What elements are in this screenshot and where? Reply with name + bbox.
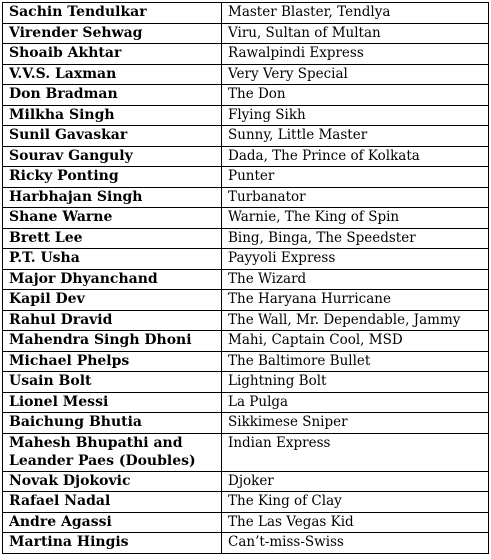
athlete-nickname: Indian Express [222, 433, 489, 471]
athlete-name: Brett Lee [3, 228, 222, 249]
athlete-name: Don Bradman [3, 85, 222, 106]
table-row [3, 105, 489, 126]
athlete-nickname: Djoker [222, 471, 489, 492]
table-row [3, 471, 489, 492]
athlete-name: Andre Agassi [3, 512, 222, 533]
athlete-nickname: Warnie, The King of Spin [222, 208, 489, 229]
table-row [3, 64, 489, 85]
table-row [3, 331, 489, 352]
athlete-nickname: Mahi, Captain Cool, MSD [222, 331, 489, 352]
athlete-nickname: The Haryana Hurricane [222, 290, 489, 311]
athlete-nickname: Can’t-miss-Swiss [222, 533, 489, 554]
athlete-nickname: Sunny, Little Master [222, 126, 489, 147]
athlete-name: Rafael Nadal [3, 492, 222, 513]
table-row [3, 351, 489, 372]
athlete-nickname: Very Very Special [222, 64, 489, 85]
athlete-nickname: La Pulga [222, 392, 489, 413]
table-body [3, 3, 489, 554]
athlete-name: Sourav Ganguly [3, 146, 222, 167]
table-row [3, 146, 489, 167]
athlete-name: V.V.S. Laxman [3, 64, 222, 85]
athlete-nickname: Bing, Binga, The Speedster [222, 228, 489, 249]
athlete-name: Ricky Ponting [3, 167, 222, 188]
athlete-nickname: Punter [222, 167, 489, 188]
athlete-nickname: Viru, Sultan of Multan [222, 23, 489, 44]
athlete-nickname: Sikkimese Sniper [222, 413, 489, 434]
table-row [3, 44, 489, 65]
athlete-name: Major Dhyanchand [3, 269, 222, 290]
table-row [3, 85, 489, 106]
athlete-nickname: The Baltimore Bullet [222, 351, 489, 372]
athlete-nickname: Rawalpindi Express [222, 44, 489, 65]
table-row [3, 269, 489, 290]
athlete-name: Lionel Messi [3, 392, 222, 413]
table-row [3, 228, 489, 249]
athlete-nickname: Lightning Bolt [222, 372, 489, 393]
athlete-nickname: Master Blaster, Tendlya [222, 3, 489, 24]
athlete-name: Sachin Tendulkar [3, 3, 222, 24]
table-row [3, 413, 489, 434]
table-row [3, 249, 489, 270]
athlete-name: Usain Bolt [3, 372, 222, 393]
athlete-name: P.T. Usha [3, 249, 222, 270]
athlete-name: Rahul Dravid [3, 310, 222, 331]
table-row [3, 433, 489, 471]
table-row [3, 3, 489, 24]
table-row [3, 533, 489, 554]
table-row [3, 310, 489, 331]
table-row [3, 392, 489, 413]
athlete-name: Shoaib Akhtar [3, 44, 222, 65]
athlete-name: Milkha Singh [3, 105, 222, 126]
athlete-nickname: The Las Vegas Kid [222, 512, 489, 533]
athlete-name: Mahendra Singh Dhoni [3, 331, 222, 352]
athlete-name: Shane Warne [3, 208, 222, 229]
table-row [3, 492, 489, 513]
athlete-nickname: Turbanator [222, 187, 489, 208]
table-row [3, 512, 489, 533]
athlete-nickname: The King of Clay [222, 492, 489, 513]
athlete-name: Kapil Dev [3, 290, 222, 311]
nicknames-table-container [2, 2, 489, 554]
table-row [3, 372, 489, 393]
athlete-name: Sunil Gavaskar [3, 126, 222, 147]
athlete-nickname: The Don [222, 85, 489, 106]
athlete-name: Martina Hingis [3, 533, 222, 554]
table-row [3, 126, 489, 147]
athlete-name: Michael Phelps [3, 351, 222, 372]
table-row [3, 187, 489, 208]
nicknames-table [2, 2, 489, 554]
athlete-name: Mahesh Bhupathi and Leander Paes (Doubles) [3, 433, 222, 471]
athlete-nickname: Payyoli Express [222, 249, 489, 270]
athlete-nickname: Dada, The Prince of Kolkata [222, 146, 489, 167]
athlete-nickname: The Wizard [222, 269, 489, 290]
table-row [3, 167, 489, 188]
athlete-nickname: Flying Sikh [222, 105, 489, 126]
athlete-name: Harbhajan Singh [3, 187, 222, 208]
table-row [3, 208, 489, 229]
athlete-name: Baichung Bhutia [3, 413, 222, 434]
table-row [3, 23, 489, 44]
athlete-nickname: The Wall, Mr. Dependable, Jammy [222, 310, 489, 331]
table-row [3, 290, 489, 311]
athlete-name: Virender Sehwag [3, 23, 222, 44]
athlete-name: Novak Djokovic [3, 471, 222, 492]
